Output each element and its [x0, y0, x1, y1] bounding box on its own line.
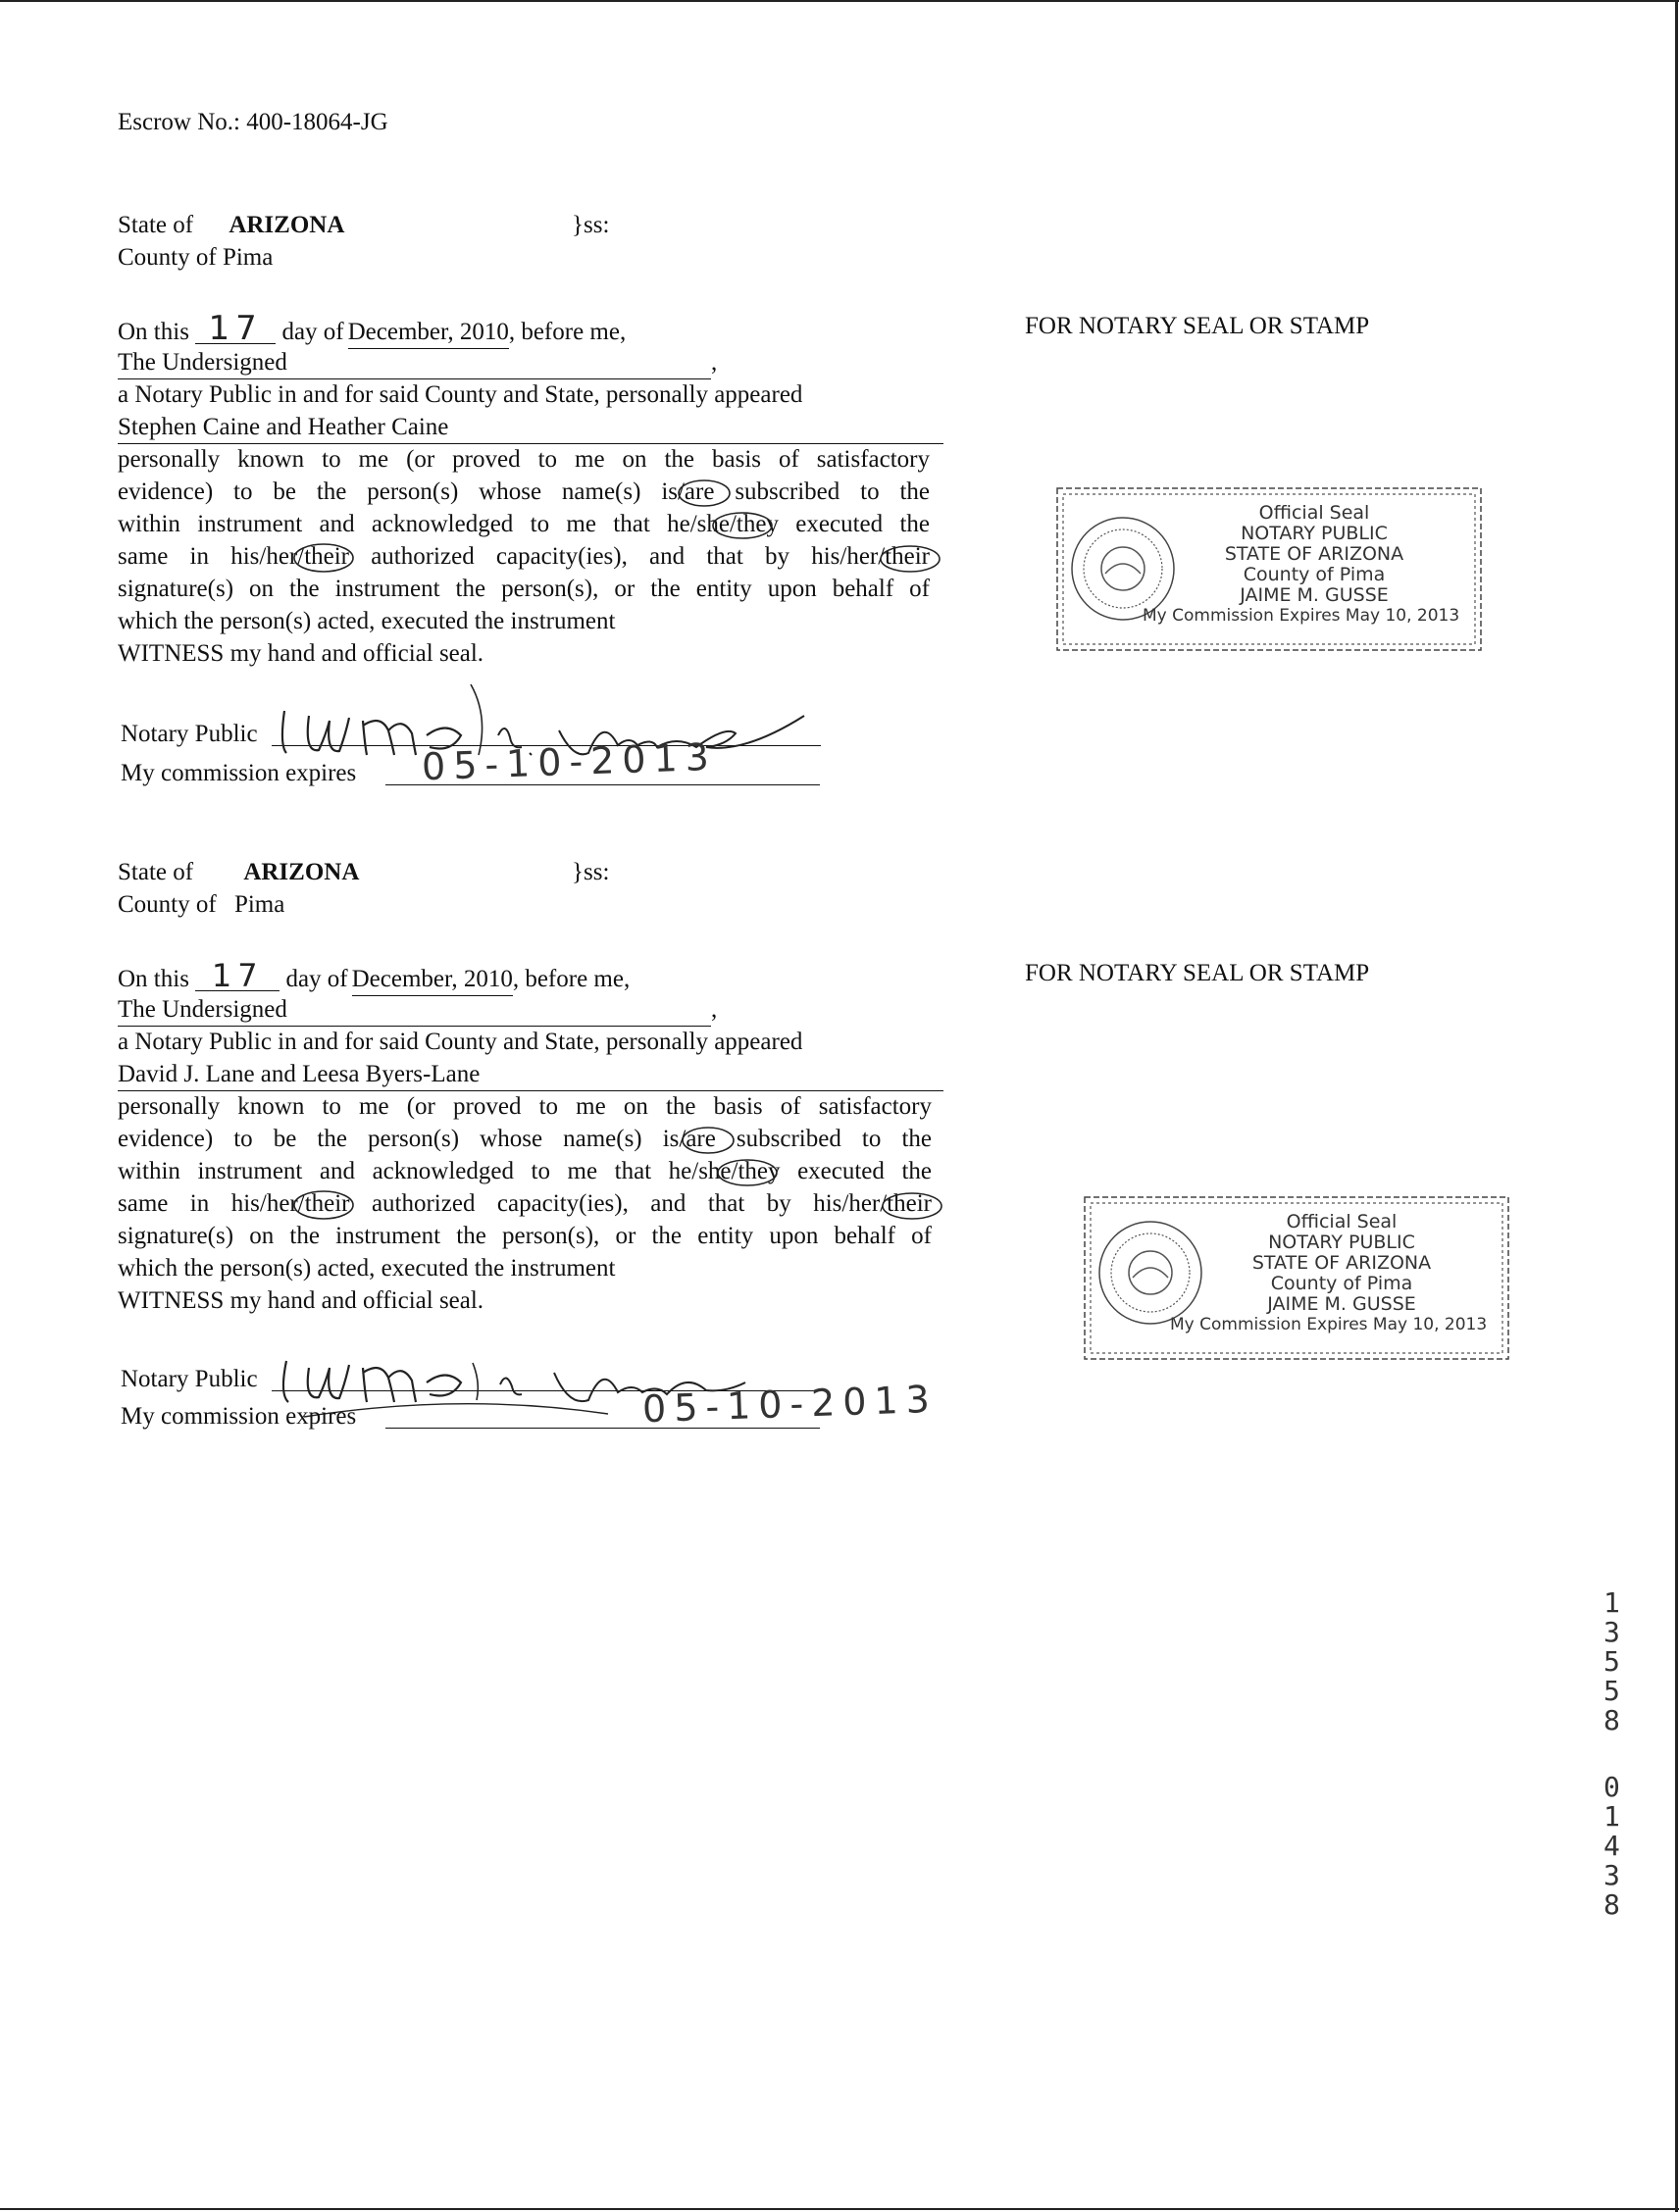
county-name: Pima: [222, 244, 274, 271]
stamp-line: JAIME M. GUSSE: [1240, 584, 1389, 606]
county-label: County of: [118, 891, 217, 918]
officer-name: The Undersigned: [118, 346, 711, 379]
escrow-number: [118, 106, 388, 138]
county-line: [118, 888, 284, 921]
notary-public-label: Notary Public: [121, 1366, 258, 1392]
body-line: signature(s) on the instrument the person(s), or the entity upon behalf of: [118, 576, 930, 602]
stamp-line: Official Seal: [1258, 502, 1370, 524]
stamp-line: NOTARY PUBLIC: [1268, 1232, 1415, 1253]
body-line: same in his/her/their authorized capacity(ies), and that by his/her/their: [118, 543, 930, 570]
stamp-line: County of Pima: [1243, 564, 1386, 585]
escrow-label: Escrow No.:: [118, 109, 240, 135]
commission-handwritten: 05-10-2013: [421, 734, 718, 789]
recording-number-part-2: 01438: [1603, 1771, 1620, 1921]
date-line: [118, 957, 631, 996]
scan-border-bottom: [0, 2208, 1679, 2210]
state-line: [118, 856, 359, 888]
seal-heading: FOR NOTARY SEAL OR STAMP: [1025, 313, 1370, 339]
body-line: same in his/her/their authorized capacity(ies), and that by his/her/their: [118, 1190, 932, 1217]
day-of-label: day of: [285, 966, 348, 992]
date-value: December, 2010: [348, 316, 509, 349]
notary-intro-line: a Notary Public in and for said County and State, personally appeared: [118, 1029, 803, 1055]
witness-line: WITNESS my hand and official seal.: [118, 640, 484, 667]
commission-label: My commission expires: [121, 760, 357, 786]
officer-name: The Undersigned: [118, 993, 711, 1027]
on-this-label: On this: [118, 966, 189, 992]
commission-handwritten: 05-10-2013: [641, 1377, 939, 1432]
day-field: [195, 957, 280, 994]
appeared-names: [118, 1058, 943, 1091]
day-handwritten: 17: [211, 957, 264, 994]
county-line: [118, 241, 273, 274]
scan-border-top: [0, 0, 1679, 2]
appeared-value: David J. Lane and Leesa Byers-Lane: [118, 1058, 943, 1091]
on-this-label: On this: [118, 319, 189, 345]
witness-line: WITNESS my hand and official seal.: [118, 1287, 484, 1314]
day-handwritten: 17: [208, 309, 263, 348]
body-line: which the person(s) acted, executed the instrument: [118, 1255, 616, 1282]
county-name: Pima: [233, 891, 285, 918]
appeared-names: [118, 411, 943, 444]
commission-label: My commission expires: [121, 1403, 357, 1430]
stamp-line: NOTARY PUBLIC: [1241, 523, 1388, 544]
stamp-text: [1143, 502, 1460, 627]
body-line: personally known to me (or proved to me on the basis of satisfactory: [118, 446, 930, 473]
notary-stamp: [1054, 485, 1476, 642]
date-line: [118, 309, 627, 349]
state-line: [118, 209, 344, 241]
state-name: ARIZONA: [229, 212, 345, 238]
escrow-value: 400-18064-JG: [246, 109, 388, 135]
officer-comma: ,: [711, 349, 718, 376]
before-me-label: , before me,: [508, 319, 627, 345]
stamp-line: County of Pima: [1270, 1273, 1413, 1294]
body-line: signature(s) on the instrument the person(s), or the entity upon behalf of: [118, 1223, 932, 1249]
officer-line: [118, 993, 717, 1027]
ss-mark: }ss:: [572, 212, 610, 238]
body-line: personally known to me (or proved to me on the basis of satisfactory: [118, 1093, 932, 1120]
officer-comma: ,: [711, 996, 718, 1023]
before-me-label: , before me,: [512, 966, 631, 992]
body-line: within instrument and acknowledged to me that he/she/they executed the: [118, 1158, 932, 1184]
body-line: evidence) to be the person(s) whose name(s) is/are subscribed to the: [118, 1126, 932, 1152]
notary-stamp: [1082, 1194, 1503, 1351]
appeared-value: Stephen Caine and Heather Caine: [118, 411, 943, 444]
recording-number-part-1: 13558: [1603, 1586, 1620, 1736]
officer-line: [118, 346, 717, 379]
day-field: [195, 309, 276, 348]
pen-circles: [0, 1108, 951, 1304]
stamp-text: [1170, 1211, 1488, 1335]
pen-circles: [0, 461, 941, 677]
stamp-line: STATE OF ARIZONA: [1251, 1252, 1432, 1274]
seal-heading: FOR NOTARY SEAL OR STAMP: [1025, 960, 1370, 986]
state-name: ARIZONA: [243, 859, 360, 885]
stamp-line: Official Seal: [1286, 1211, 1398, 1232]
notary-public-label: Notary Public: [121, 721, 258, 747]
day-of-label: day of: [281, 319, 344, 345]
stamp-line: My Commission Expires May 10, 2013: [1143, 606, 1460, 626]
body-line: within instrument and acknowledged to me that he/she/they executed the: [118, 511, 930, 537]
county-label: County of: [118, 244, 217, 271]
state-label: State of: [118, 859, 194, 885]
notary-intro-line: a Notary Public in and for said County and State, personally appeared: [118, 381, 803, 408]
body-line: which the person(s) acted, executed the instrument: [118, 608, 616, 634]
date-value: December, 2010: [352, 963, 513, 996]
stamp-line: STATE OF ARIZONA: [1224, 543, 1404, 565]
scan-border-right: [1675, 0, 1678, 2212]
recording-number: [1603, 1588, 1643, 1920]
commission-line: [385, 1428, 820, 1429]
state-label: State of: [118, 212, 194, 238]
stamp-line: JAIME M. GUSSE: [1267, 1293, 1416, 1315]
ss-mark: }ss:: [572, 859, 610, 885]
body-line: evidence) to be the person(s) whose name(s) is/are subscribed to the: [118, 478, 930, 505]
stamp-line: My Commission Expires May 10, 2013: [1170, 1315, 1488, 1334]
